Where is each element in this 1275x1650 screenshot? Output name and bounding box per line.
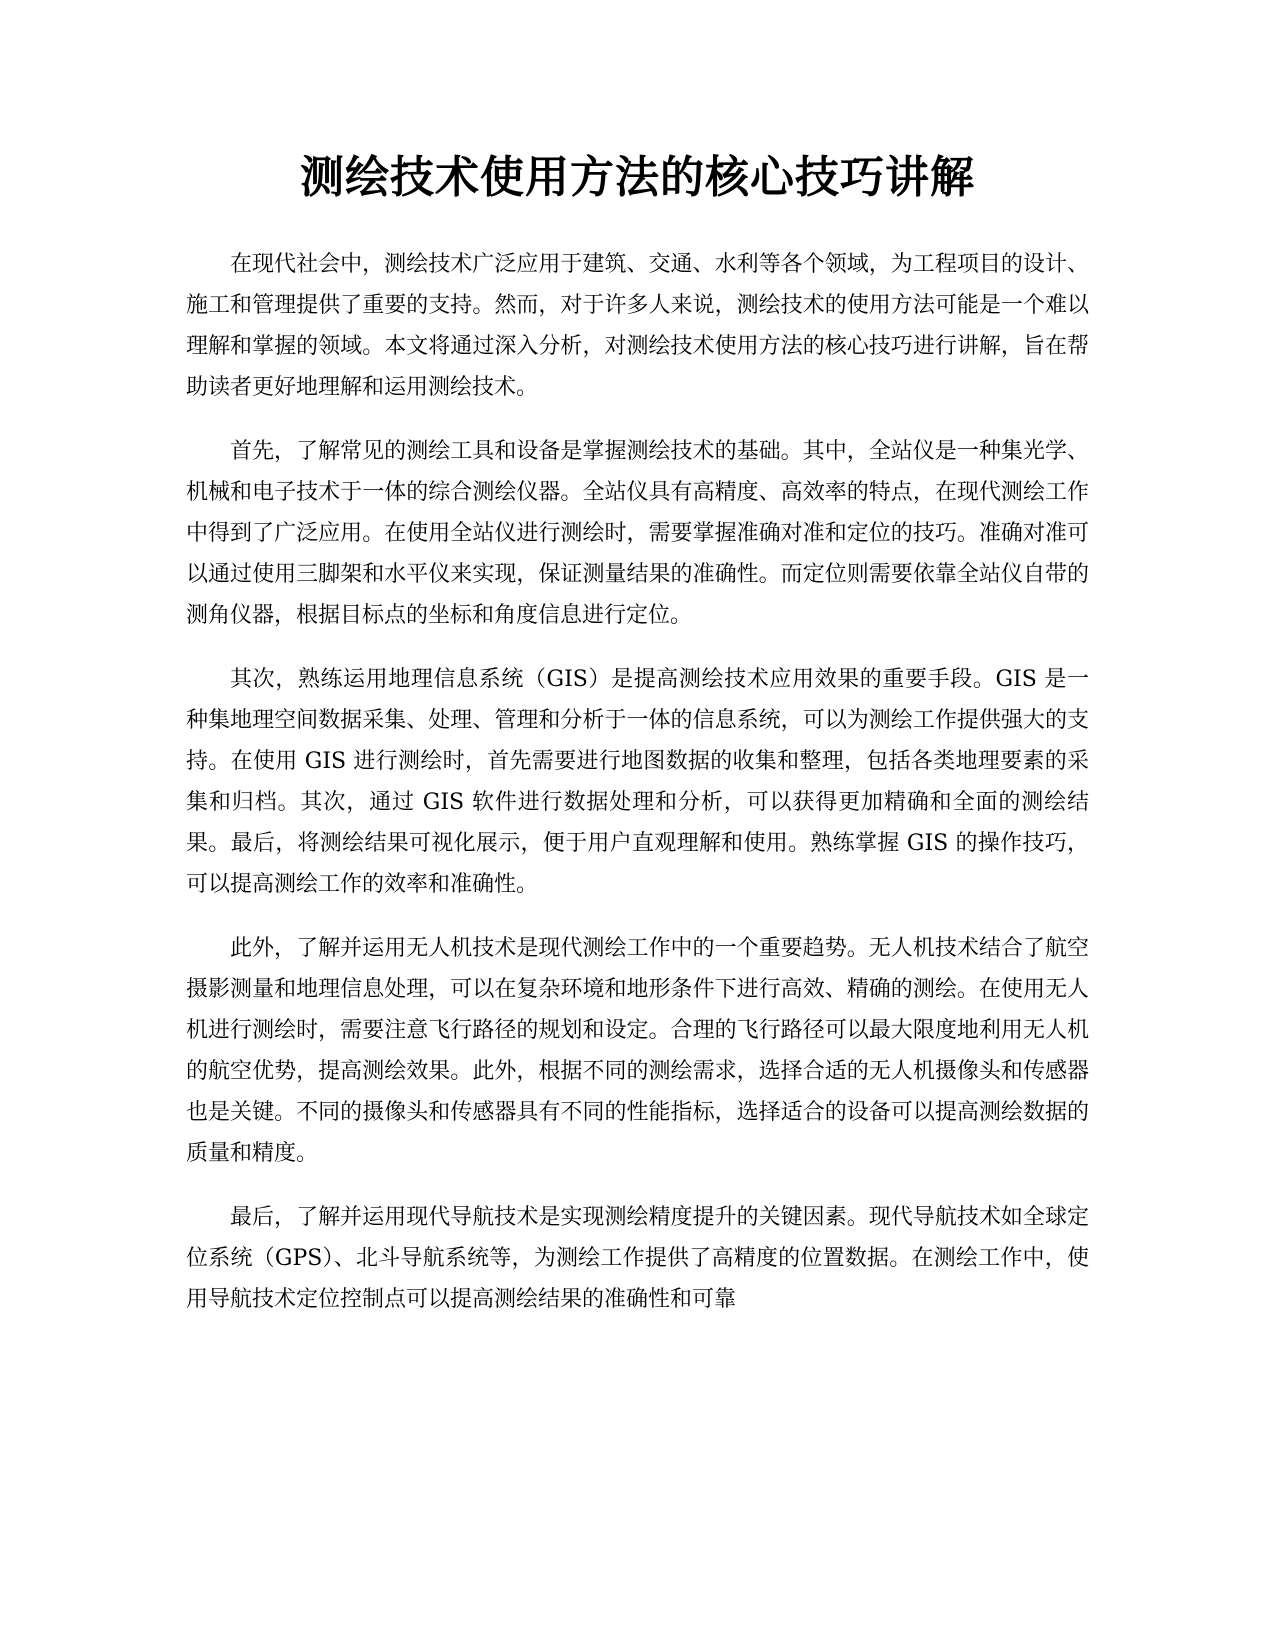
paragraph-navigation: 最后，了解并运用现代导航技术是实现测绘精度提升的关键因素。现代导航技术如全球定位系统（GPS）、北斗导航系统等，为测绘工作提供了高精度的位置数据。在测绘工作中，使用导航技术定位控制点可以提高测绘结果的准确性和可靠	[186, 1205, 1089, 1312]
paragraph-total-station: 首先，了解常见的测绘工具和设备是掌握测绘技术的基础。其中，全站仪是一种集光学、机械和电子技术于一体的综合测绘仪器。全站仪具有高精度、高效率的特点，在现代测绘工作中得到了广泛应用。在使用全站仪进行测绘时，需要掌握准确对准和定位的技巧。准确对准可以通过使用三脚架和水平仪来实现，保证测量结果的准确性。而定位则需要依靠全站仪自带的测角仪器，根据目标点的坐标和角度信息进行定位。	[186, 439, 1089, 628]
document-title: 测绘技术使用方法的核心技巧讲解	[300, 152, 975, 203]
paragraph-drone: 此外，了解并运用无人机技术是现代测绘工作中的一个重要趋势。无人机技术结合了航空摄影测量和地理信息处理，可以在复杂环境和地形条件下进行高效、精确的测绘。在使用无人机进行测绘时，需要注意飞行路径的规划和设定。合理的飞行路径可以最大限度地利用无人机的航空优势，提高测绘效果。此外，根据不同的测绘需求，选择合适的无人机摄像头和传感器也是关键。不同的摄像头和传感器具有不同的性能指标，选择适合的设备可以提高测绘数据的质量和精度。	[186, 936, 1089, 1166]
paragraph-intro: 在现代社会中，测绘技术广泛应用于建筑、交通、水利等各个领域，为工程项目的设计、施工和管理提供了重要的支持。然而，对于许多人来说，测绘技术的使用方法可能是一个难以理解和掌握的领域。本文将通过深入分析，对测绘技术使用方法的核心技巧进行讲解，旨在帮助读者更好地理解和运用测绘技术。	[186, 252, 1089, 400]
paragraph-gis: 其次，熟练运用地理信息系统（GIS）是提高测绘技术应用效果的重要手段。GIS 是一种集地理空间数据采集、处理、管理和分析于一体的信息系统，可以为测绘工作提供强大的支持。在使用 GIS 进行测绘时，首先需要进行地图数据的收集和整理，包括各类地理要素的采集和归档。其次，通过 GIS 软件进行数据处理和分析，可以获得更加精确和全面的测绘结果。最后，将测绘结果可视化展示，便于用户直观理解和使用。熟练掌握 GIS 的操作技巧，可以提高测绘工作的效率和准确性。	[186, 667, 1089, 897]
